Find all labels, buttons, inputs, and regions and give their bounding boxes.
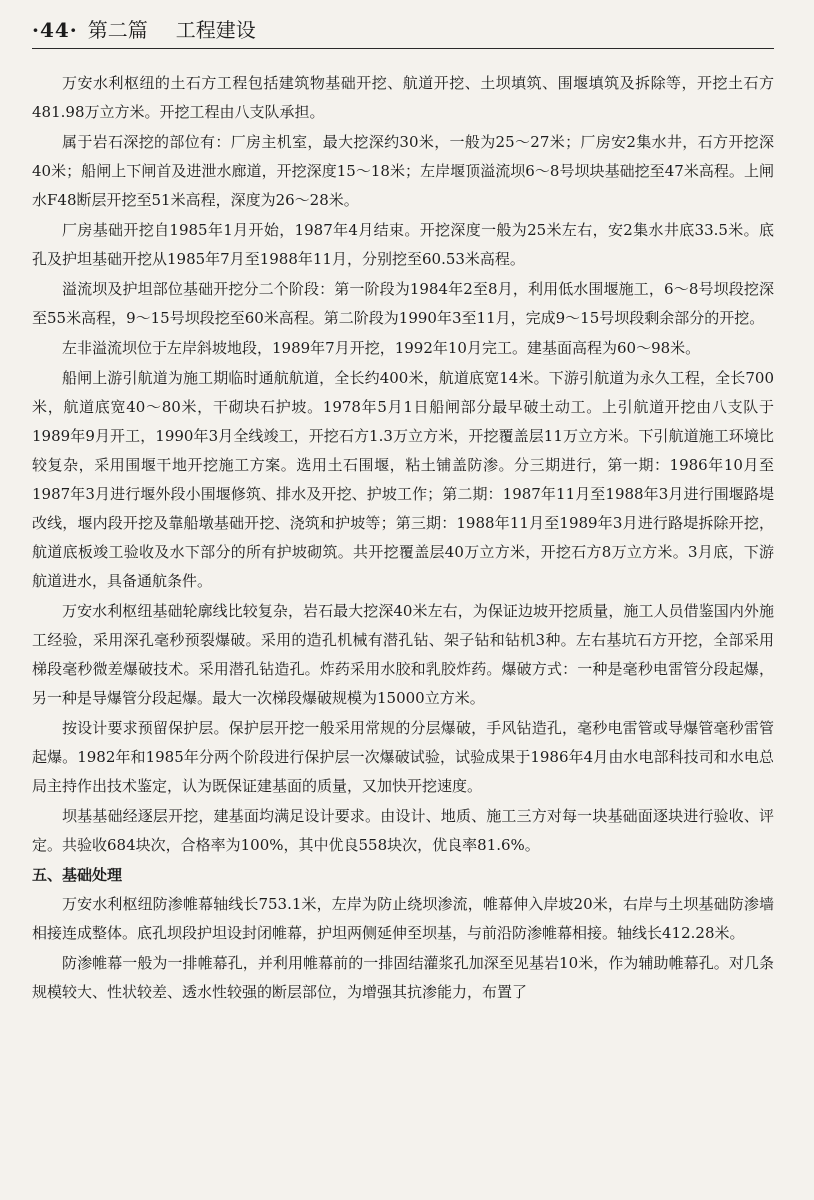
body-text <box>32 69 774 1007</box>
paragraph: 万安水利枢纽防渗帷幕轴线长753.1米，左岸为防止绕坝渗流，帷幕伸入岸坡20米，右岸与土坝基础防渗墙相接连成整体。底孔坝段护坦设封闭帷幕，护坦两侧延伸至坝基，与前沿防渗帷幕相接。轴线长412.28米。 <box>32 895 774 942</box>
paragraph: 万安水利枢纽基础轮廓线比较复杂，岩石最大挖深40米左右，为保证边坡开挖质量，施工人员借鉴国内外施工经验，采用深孔毫秒预裂爆破。采用的造孔机械有潜孔钻、架子钻和钻机3种。左右基坑石方开挖，全部采用梯段毫秒微差爆破技术。采用潜孔钻造孔。炸药采用水胶和乳胶炸药。爆破方式：一种是毫秒电雷管分段起爆，另一种是导爆管分段起爆。最大一次梯段爆破规模为15000立方米。 <box>32 602 774 707</box>
part-label: 第二篇 <box>87 18 148 42</box>
header-rule <box>32 48 774 49</box>
section-heading: 五、基础处理 <box>32 866 123 884</box>
paragraph: 万安水利枢纽的土石方工程包括建筑物基础开挖、航道开挖、土坝填筑、围堰填筑及拆除等，开挖土石方481.98万立方米。开挖工程由八支队承担。 <box>32 74 774 121</box>
paragraph: 属于岩石深挖的部位有：厂房主机室，最大挖深约30米，一般为25～27米；厂房安2集水井，石方开挖深40米；船闸上下闸首及进泄水廊道，开挖深度15～18米；左岸堰顶溢流坝6～8号坝块基础挖至47米高程。上闸水F48断层开挖至51米高程，深度为26～28米。 <box>32 133 774 209</box>
paragraph: 坝基基础经逐层开挖，建基面均满足设计要求。由设计、地质、施工三方对每一块基础面逐块进行验收、评定。共验收684块次，合格率为100%，其中优良558块次，优良率81.6%。 <box>32 807 774 854</box>
paragraph: 左非溢流坝位于左岸斜坡地段，1989年7月开挖，1992年10月完工。建基面高程为60～98米。 <box>62 339 701 357</box>
running-header <box>32 14 774 48</box>
paragraph: 溢流坝及护坦部位基础开挖分二个阶段：第一阶段为1984年2至8月，利用低水围堰施工，6～8号坝段挖深至55米高程，9～15号坝段挖至60米高程。第二阶段为1990年3至11月，完成9～15号坝段剩余部分的开挖。 <box>32 280 774 327</box>
paragraph: 船闸上游引航道为施工期临时通航航道，全长约400米，航道底宽14米。下游引航道为永久工程，全长700米，航道底宽40～80米，干砌块石护坡。1978年5月1日船闸部分最早破土动工。上引航道开挖由八支队于1989年9月开工，1990年3月全线竣工，开挖石方1.3万立方米，开挖覆盖层11万立方米。下引航道施工环境比较复杂，采用围堰干地开挖施工方案。选用土石围堰，粘土铺盖防渗。分三期进行，第一期：1986年10月至1987年3月进行堰外段小围堰修筑、排水及开挖、护坡工作；第二期：1987年11月至1988年3月进行围堰路堤改线，堰内段开挖及靠船墩基础开挖、浇筑和护坡等；第三期：1988年11月至1989年3月进行路堤拆除开挖，航道底板竣工验收及水下部分的所有护坡砌筑。共开挖覆盖层40万立方米，开挖石方8万立方米。3月底，下游航道进水，具备通航条件。 <box>32 369 774 590</box>
paragraph: 防渗帷幕一般为一排帷幕孔，并利用帷幕前的一排固结灌浆孔加深至见基岩10米，作为辅助帷幕孔。对几条规模较大、性状较差、透水性较强的断层部位，为增强其抗渗能力，布置了 <box>32 954 774 1001</box>
paragraph: 厂房基础开挖自1985年1月开始，1987年4月结束。开挖深度一般为25米左右，安2集水井底33.5米。底孔及护坦基础开挖从1985年7月至1988年11月，分别挖至60.53米高程。 <box>32 221 774 268</box>
chapter-title: 工程建设 <box>175 18 256 42</box>
page-number: ·44· <box>32 18 78 42</box>
paragraph: 按设计要求预留保护层。保护层开挖一般采用常规的分层爆破，手风钻造孔，毫秒电雷管或导爆管毫秒雷管起爆。1982年和1985年分两个阶段进行保护层一次爆破试验，试验成果于1986年4月由水电部科技司和水电总局主持作出技术鉴定，认为既保证建基面的质量，又加快开挖速度。 <box>32 719 774 795</box>
